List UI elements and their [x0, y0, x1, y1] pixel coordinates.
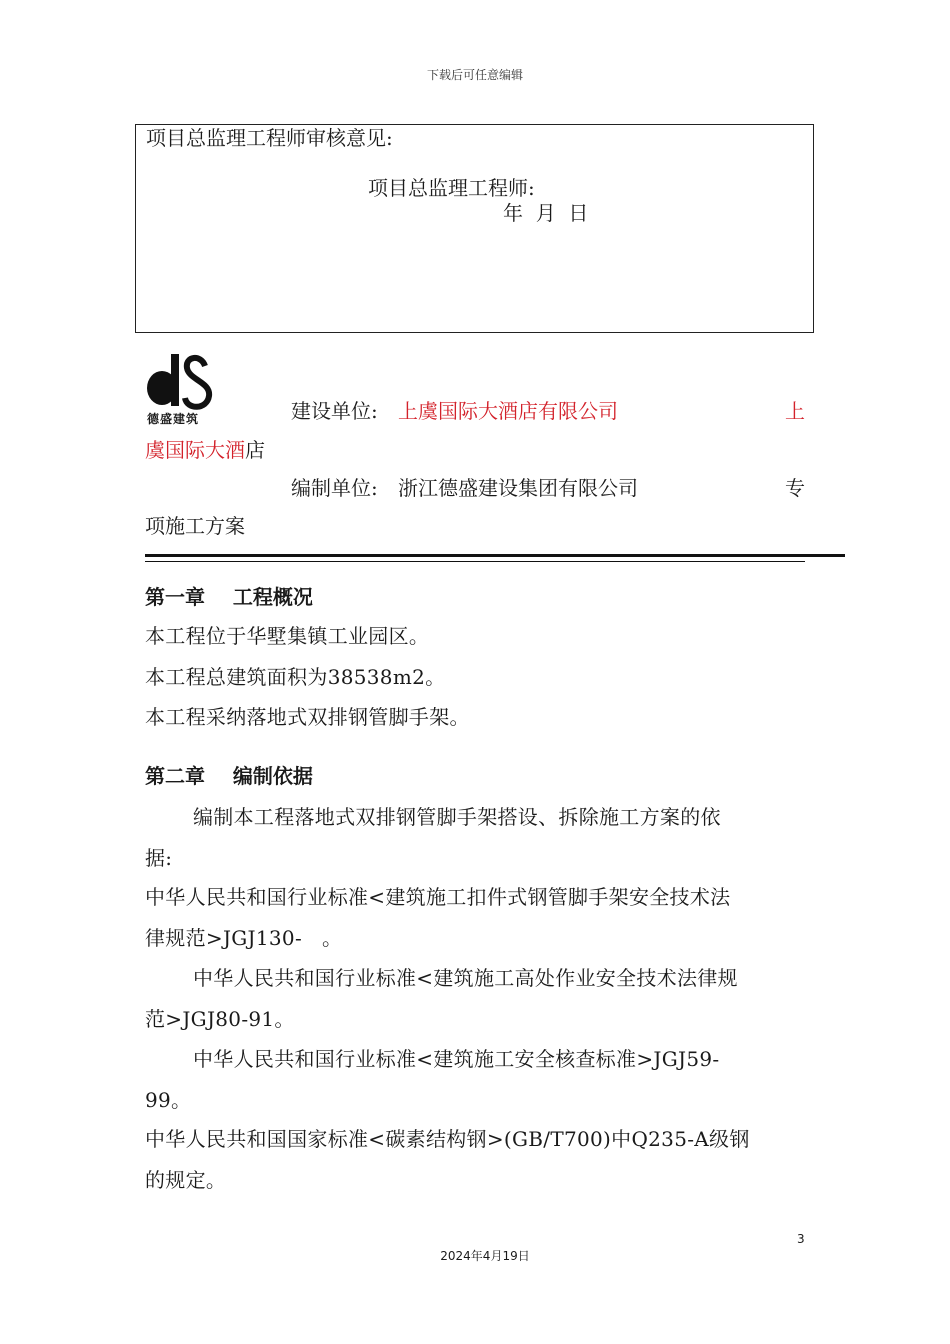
builder-name: 上虞国际大酒店有限公司 — [398, 399, 618, 423]
chapter2-line: 中华人民共和国行业标准<建筑施工高处作业安全技术法律规 — [193, 966, 738, 990]
review-date: 年 月 日 — [503, 201, 589, 225]
chapter2-line: 中华人民共和国国家标准<碳素结构钢>(GB/T700)中Q235-A级钢 — [145, 1127, 750, 1151]
chapter2-line: 范>JGJ80-91。 — [145, 1007, 295, 1031]
chapter2-line: 中华人民共和国行业标准<建筑施工扣件式钢管脚手架安全技术法 — [145, 885, 731, 909]
chapter2-line: 编制本工程落地式双排钢管脚手架搭设、拆除施工方案的依 — [193, 805, 721, 829]
header-note: 下载后可任意编辑 — [426, 68, 523, 82]
divider-thick — [145, 554, 845, 557]
builder-tail-red: 虞国际大酒 — [145, 438, 245, 462]
chapter1-line: 本工程采纳落地式双排钢管脚手架。 — [145, 705, 470, 729]
chapter2-line: 的规定。 — [145, 1168, 227, 1192]
chapter1-heading: 第一章 工程概况 — [145, 585, 313, 609]
chapter1-line: 本工程总建筑面积为38538m2。 — [145, 665, 446, 689]
chapter2-line: 99。 — [145, 1088, 192, 1112]
page-number: 3 — [797, 1232, 805, 1246]
chapter1-line: 本工程位于华墅集镇工业园区。 — [145, 624, 430, 648]
editor-tail-2: 项施工方案 — [145, 514, 245, 538]
builder-tail-black: 店 — [245, 438, 265, 462]
chapter2-line: 据: — [145, 846, 173, 870]
editor-name: 浙江德盛建设集团有限公司 — [398, 476, 638, 500]
ds-logo-icon — [145, 352, 215, 412]
company-logo — [145, 352, 215, 428]
chapter2-heading: 第二章 编制依据 — [145, 764, 313, 788]
builder-label: 建设单位: — [291, 399, 378, 423]
review-box — [135, 124, 814, 333]
builder-tail-1: 上 — [785, 399, 805, 423]
review-signer: 项目总监理工程师: — [368, 176, 535, 200]
footer-date: 2024年4月19日 — [440, 1249, 530, 1263]
review-title: 项目总监理工程师审核意见: — [146, 126, 393, 150]
divider-thin — [145, 561, 805, 562]
builder-tail-2 — [145, 436, 265, 464]
chapter2-line: 中华人民共和国行业标准<建筑施工安全核查标准>JGJ59- — [193, 1047, 720, 1071]
chapter2-line: 律规范>JGJ130- 。 — [145, 926, 343, 950]
editor-tail-1: 专 — [785, 476, 805, 500]
editor-label: 编制单位: — [291, 476, 378, 500]
logo-text: 德盛建筑 — [147, 412, 200, 426]
